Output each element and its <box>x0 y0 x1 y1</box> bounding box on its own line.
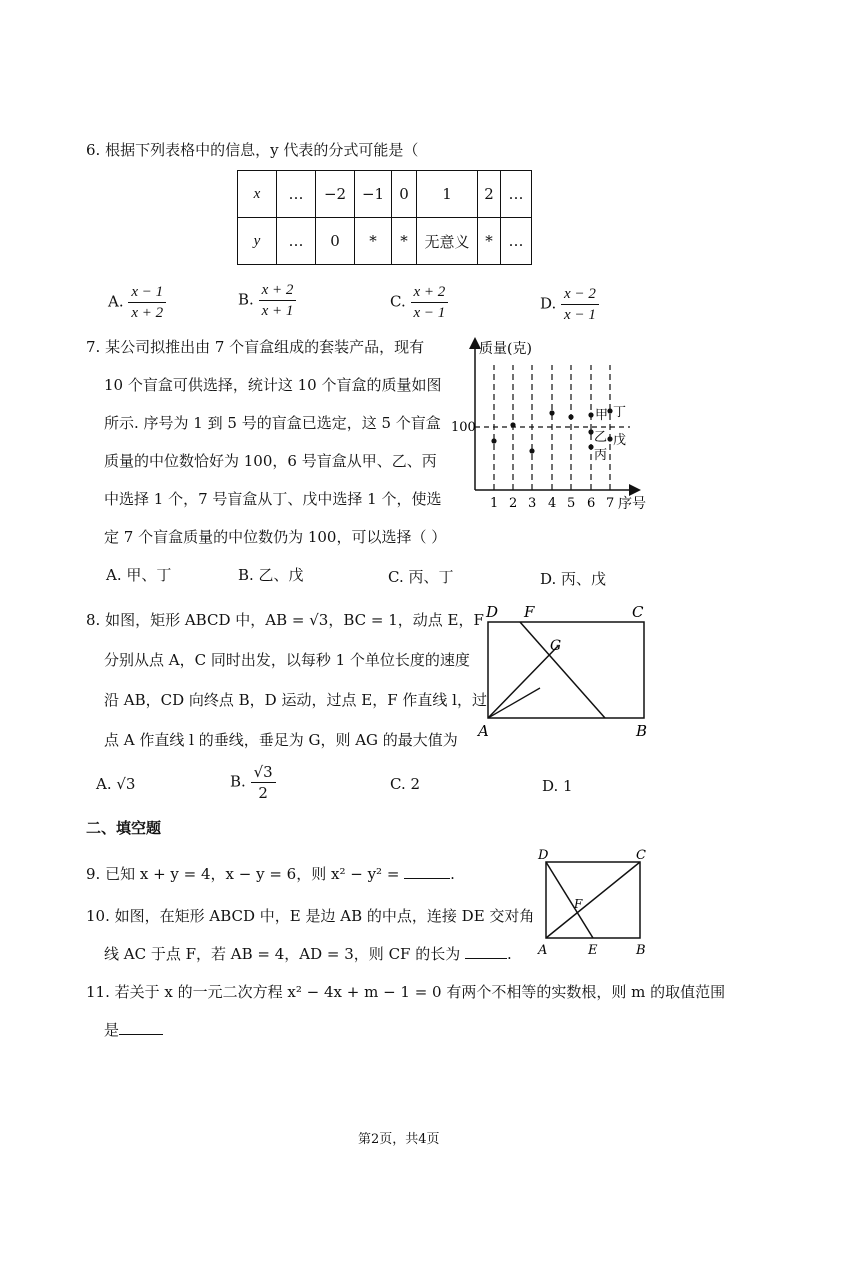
fraction: $\frac{x - 2}{x - 1}$ <box>561 284 599 325</box>
rectangle-abcd <box>488 622 644 718</box>
segment-de <box>546 862 593 938</box>
q8-line: 沿 AB，CD 向终点 B，D 运动，过点 E，F 作直线 l，过 <box>104 691 487 709</box>
svg-text:乙: 乙 <box>594 430 608 445</box>
section-heading: 二、填空题 <box>86 819 162 837</box>
answer-blank[interactable] <box>465 942 507 959</box>
table-cell: x <box>238 171 277 218</box>
q7-line: 7. 某公司拟推出由 7 个盲盒组成的套装产品，现有 <box>86 338 425 356</box>
label-b: B <box>636 943 646 958</box>
q11-line-2: 是 <box>104 1018 163 1040</box>
svg-text:1: 1 <box>490 496 499 511</box>
svg-text:7: 7 <box>606 496 615 511</box>
q6-option-a[interactable] <box>108 282 166 323</box>
label-c: C <box>632 603 644 621</box>
q8-option-a[interactable]: A. √3 <box>96 775 136 793</box>
label-d: D <box>538 848 549 863</box>
q6-option-c[interactable] <box>390 282 448 323</box>
fraction: $\frac{x + 2}{x + 1}$ <box>259 280 297 321</box>
table-cell: … <box>501 218 532 265</box>
option-letter: B. <box>230 772 246 791</box>
table-cell: * <box>478 218 501 265</box>
q8-line: 8. 如图，矩形 ABCD 中，AB = √3，BC = 1，动点 E，F <box>86 611 484 629</box>
svg-text:6: 6 <box>587 496 596 511</box>
q7-line: 质量的中位数恰好为 100，6 号盲盒从甲、乙、丙 <box>104 452 437 470</box>
table-cell: 0 <box>392 171 417 218</box>
label-f: F <box>574 897 583 911</box>
segment-ag <box>488 646 558 718</box>
label-d: D <box>486 603 499 621</box>
table-cell: * <box>355 218 392 265</box>
x-tick-labels <box>490 496 614 511</box>
q6-row-y <box>238 218 532 265</box>
q11-line: 11. 若关于 x 的一元二次方程 x² − 4x + m − 1 = 0 有两个不相等的实数根，则 m 的取值范围 <box>86 983 726 1001</box>
q6-table <box>237 170 532 265</box>
table-cell: … <box>501 171 532 218</box>
svg-text:甲: 甲 <box>595 408 609 423</box>
page-footer: 第2页，共4页 <box>358 1132 440 1147</box>
table-cell: … <box>277 218 316 265</box>
table-cell: … <box>277 171 316 218</box>
q6-row-x <box>238 171 532 218</box>
q8-figure <box>470 598 660 743</box>
line-l <box>520 622 605 718</box>
q8-option-c[interactable]: C. 2 <box>390 775 421 793</box>
table-cell: 1 <box>417 171 478 218</box>
svg-text:戊: 戊 <box>613 433 627 448</box>
label-a: A <box>538 943 548 958</box>
table-cell: * <box>392 218 417 265</box>
table-cell: y <box>238 218 277 265</box>
fraction: $\frac{x + 2}{x - 1}$ <box>411 282 449 323</box>
q10-line-2: 线 AC 于点 F，若 AB = 4，AD = 3，则 CF 的长为 . <box>104 942 512 964</box>
q7-line: 10 个盲盒可供选择，统计这 10 个盲盒的质量如图 <box>104 376 442 394</box>
q6-option-b[interactable] <box>238 280 296 321</box>
q7-line: 中选择 1 个，7 号盲盒从丁、戊中选择 1 个，使选 <box>104 490 442 508</box>
q7-option-a[interactable]: A. 甲、丁 <box>106 566 172 584</box>
x-axis-label: 序号 <box>618 496 646 512</box>
q9-text: 9. 已知 x + y = 4，x − y = 6，则 x² − y² = . <box>86 862 455 884</box>
table-cell: 0 <box>316 218 355 265</box>
label-f: F <box>524 603 535 621</box>
q7-option-c[interactable]: C. 丙、丁 <box>388 568 454 586</box>
fraction: $\frac{x - 1}{x + 2}$ <box>128 282 166 323</box>
label-g: G <box>550 638 562 654</box>
svg-text:4: 4 <box>548 496 557 511</box>
q7-line: 所示. 序号为 1 到 5 号的盲盒已选定，这 5 个盲盒 <box>104 414 441 432</box>
table-cell: −1 <box>355 171 392 218</box>
table-cell: 无意义 <box>417 218 478 265</box>
answer-blank[interactable] <box>119 1018 163 1035</box>
q10-figure <box>528 846 653 961</box>
table-cell: −2 <box>316 171 355 218</box>
q7-chart <box>445 335 650 515</box>
q6-stem: 6. 根据下列表格中的信息，y 代表的分式可能是（ <box>86 141 419 159</box>
option-letter: B. <box>238 290 254 309</box>
table-cell: 2 <box>478 171 501 218</box>
q8-option-b[interactable] <box>230 762 276 803</box>
q8-line: 点 A 作直线 l 的垂线，垂足为 G，则 AG 的最大值为 <box>104 731 458 749</box>
diagonal-ac <box>546 862 640 938</box>
q8-option-d[interactable]: D. 1 <box>542 777 573 795</box>
option-letter: A. <box>108 292 124 311</box>
q7-option-b[interactable]: B. 乙、戊 <box>238 566 304 584</box>
q8-line: 分别从点 A，C 同时出发，以每秒 1 个单位长度的速度 <box>104 651 470 669</box>
q10-line: 10. 如图，在矩形 ABCD 中，E 是边 AB 的中点，连接 DE 交对角 <box>86 907 535 925</box>
label-b: B <box>636 722 648 740</box>
segment-ae <box>488 688 540 718</box>
ref-label: 100 <box>451 420 476 435</box>
q6-option-d[interactable] <box>540 284 599 325</box>
svg-text:5: 5 <box>567 496 576 511</box>
option-letter: C. <box>390 292 406 311</box>
y-axis-label: 质量(克) <box>479 341 532 357</box>
label-e: E <box>588 943 598 958</box>
svg-text:2: 2 <box>509 496 518 511</box>
fraction: $\frac{√3}{2}$ <box>251 762 276 803</box>
svg-text:3: 3 <box>528 496 537 511</box>
q7-option-d[interactable]: D. 丙、戊 <box>540 570 607 588</box>
label-a: A <box>478 722 489 740</box>
svg-text:丁: 丁 <box>613 405 627 420</box>
q7-line: 定 7 个盲盒质量的中位数仍为 100，可以选择（ ） <box>104 528 447 546</box>
svg-text:丙: 丙 <box>594 448 608 463</box>
answer-blank[interactable] <box>404 862 450 879</box>
option-letter: D. <box>540 294 557 313</box>
label-c: C <box>636 848 646 863</box>
